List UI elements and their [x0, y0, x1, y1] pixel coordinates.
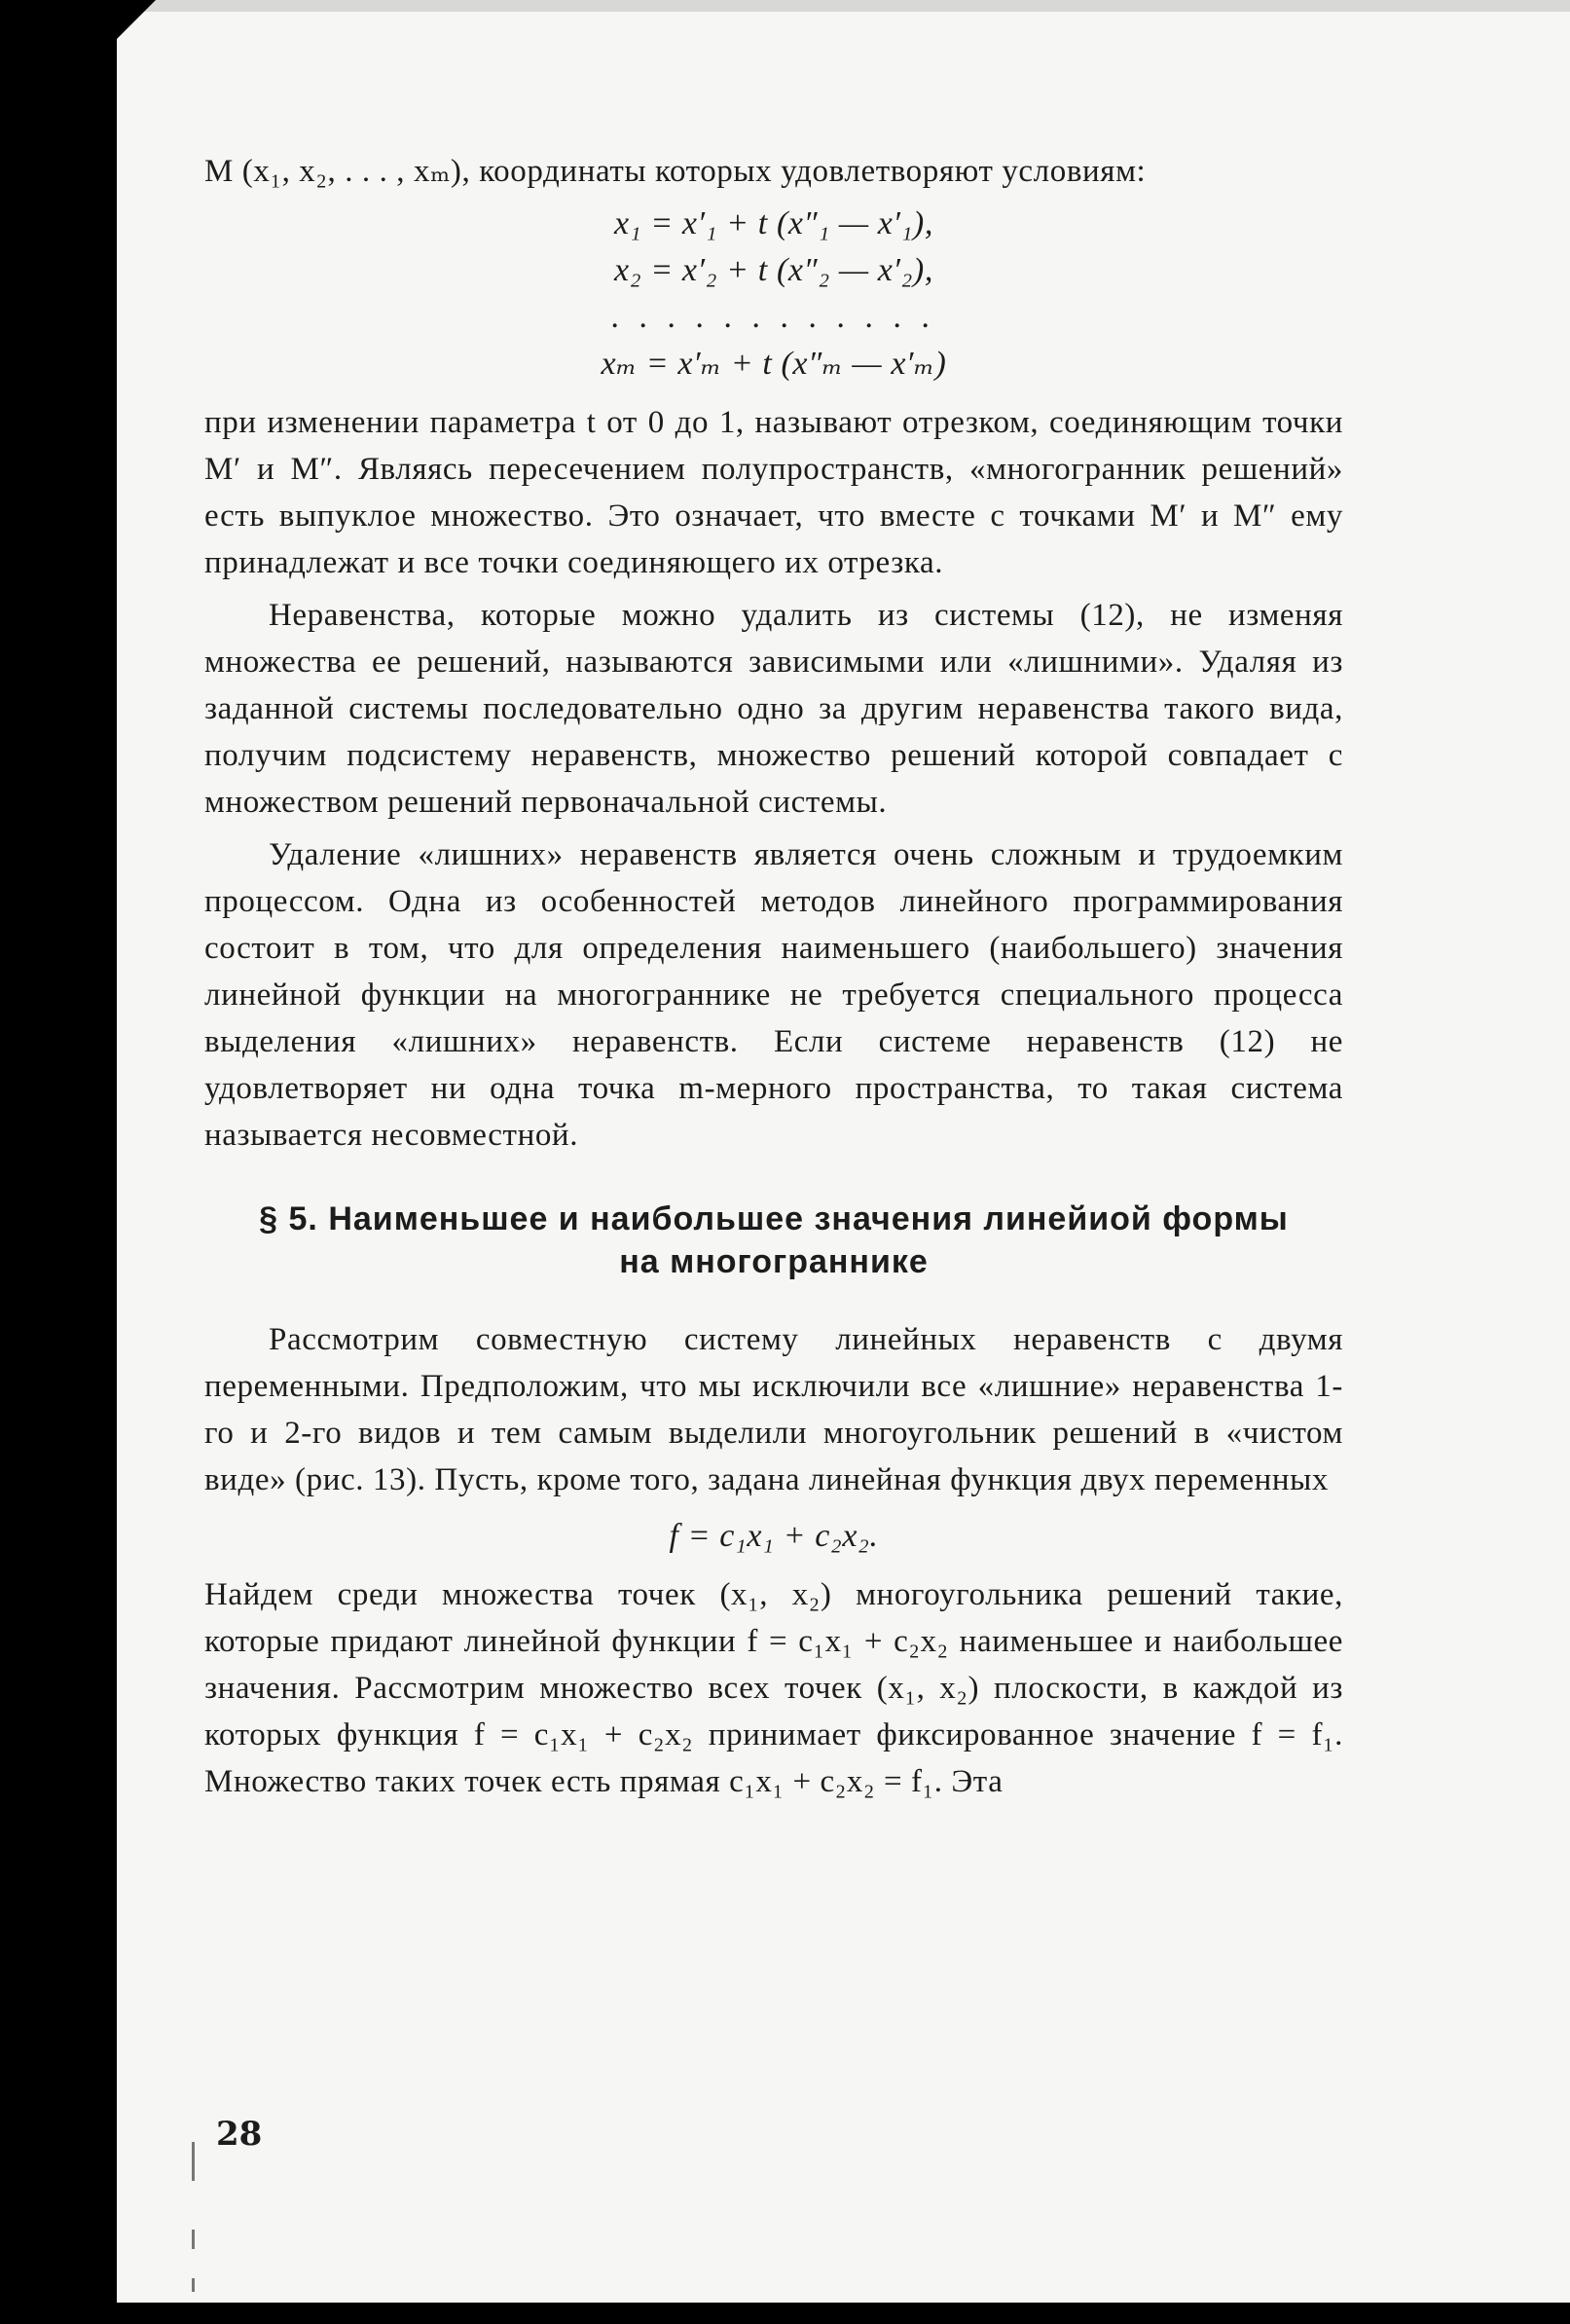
- equation-1: x₁ = x′₁ + t (x″₁ — x′₁),: [614, 205, 933, 241]
- section-heading: [204, 1198, 1343, 1283]
- scan-artifacts: [192, 2142, 200, 2317]
- section-heading-line-2: на многограннике: [619, 1243, 929, 1280]
- paragraph-dependent-inequalities: Неравенства, которые можно удалить из системы (12), не изменяя множества ее решений, называются зависимыми или «лишними». Удаляя из заданной системы последовательно одно за другим неравенства такого вида, получим подсистему неравенств, множество решений которой совпадает с множеством решений первоначальной системы.: [204, 598, 1343, 820]
- equation-m: xₘ = x′ₘ + t (x″ₘ — x′ₘ): [601, 346, 947, 382]
- scan-top-edge: [117, 0, 1570, 12]
- parametric-system: [204, 201, 1343, 387]
- paragraph-consider-system: Рассмотрим совместную систему линейных неравенств с двумя переменными. Предположим, что мы исключили все «лишние» неравенства 1-го и 2-го видов и тем самым выделили многоугольник решений в «чистом виде» (рис. 13). Пусть, кроме того, задана линейная функция двух переменных: [204, 1322, 1343, 1497]
- equation-ellipsis: . . . . . . . . . . . .: [611, 299, 936, 335]
- scan-bottom-edge: [117, 2303, 1570, 2324]
- scan-speck: [192, 2230, 195, 2249]
- intro-line: M (x₁, x₂, . . . , xₘ), координаты которых удовлетворяют условиям:: [204, 154, 1147, 189]
- scan-speck: [192, 2278, 195, 2292]
- page-text: [204, 148, 1343, 1805]
- paragraph-find-extrema: Найдем среди множества точек (x₁, x₂) многоугольника решений такие, которые придают линейной функции f = c₁x₁ + c₂x₂ наименьшее и наибольшее значения. Рассмотрим множество всех точек (x₁, x₂) плоскости, в каждой из которых функция f = c₁x₁ + c₂x₂ принимает фиксированное значение f = f₁. Множество таких точек есть прямая c₁x₁ + c₂x₂ = f₁. Эта: [204, 1577, 1343, 1799]
- linear-function-formula: f = c₁x₁ + c₂x₂.: [669, 1518, 879, 1554]
- paragraph-segment: при изменении параметра t от 0 до 1, называют отрезком, соединяющим точки M′ и M″. Являясь пересечением полупространств, «многогранник решений» есть выпуклое множество. Это означает, что вместе с точками M′ и M″ ему принадлежат и все точки соединяющего их отрезка.: [204, 405, 1343, 580]
- section-heading-line-1: § 5. Наименьшее и наибольшее значения линейиой формы: [259, 1200, 1289, 1237]
- page-number: 28: [216, 2115, 263, 2154]
- equation-2: x₂ = x′₂ + t (x″₂ — x′₂),: [614, 252, 933, 288]
- scan-speck: [192, 2142, 195, 2181]
- paragraph-removal: Удаление «лишних» неравенств является очень сложным и трудоемким процессом. Одна из особенностей методов линейного программирования состоит в том, что для определения наименьшего (наибольшего) значения линейной функции на многограннике не требуется специального процесса выделения «лишних» неравенств. Если системе неравенств (12) не удовлетворяет ни одна точка m-мерного пространства, то такая система называется несовместной.: [204, 837, 1343, 1153]
